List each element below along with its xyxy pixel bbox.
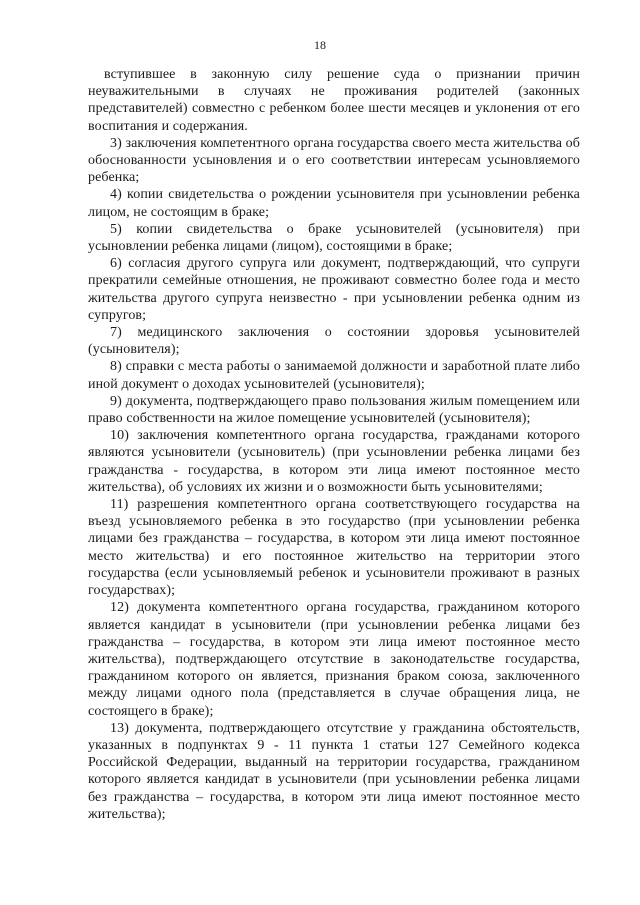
paragraph-item-6: 6) согласия другого супруга или документ, подтверждающий, что супруги прекратили семейные отношения, не проживают совместно более года и место жительства другого супруга неизвестно - при усыновлении ребенка одним из супругов; <box>88 256 580 323</box>
paragraph-item-12: 12) документа компетентного органа государства, гражданином которого является кандидат в усыновители (при усыновлении ребенка лицами без гражданства – государства, в котором эти лица имеют постоянное место жительства), подтверждающего отсутствие в законодательстве государства, гражданином которого он является, признания браком союза, заключенного между лицами одного пола (представляется в случае обращения лица, не состоящего в браке); <box>88 600 580 719</box>
paragraph-item-3: 3) заключения компетентного органа государства своего места жительства об обоснованности усыновления и о его соответствии интересам усыновляемого ребенка; <box>88 135 580 186</box>
paragraph-item-9: 9) документа, подтверждающего право пользования жилым помещением или право собственности на жилое помещение усыновителей (усыновителя); <box>88 393 580 427</box>
paragraph-item-11: 11) разрешения компетентного органа соответствующего государства на въезд усыновляемого ребенка в это государство (при усыновлении ребенка лицами без гражданства – государства, в котором эти лица имеют постоянное место жительства) и его постоянное жительство на территории этого государства (если усыновляемый ребенок и усыновители проживают в разных государствах); <box>88 497 580 599</box>
paragraph-item-4: 4) копии свидетельства о рождении усыновителя при усыновлении ребенка лицом, не состоящим в браке; <box>88 187 580 220</box>
document-body <box>88 66 580 823</box>
paragraph-item-5: 5) копии свидетельства о браке усыновителей (усыновителя) при усыновлении ребенка лицами (лицом), состоящими в браке; <box>88 221 580 255</box>
paragraph-item-8: 8) справки с места работы о занимаемой должности и заработной плате либо иной документ о доходах усыновителей (усыновителя); <box>88 359 580 392</box>
paragraph-item-7: 7) медицинского заключения о состоянии здоровья усыновителей (усыновителя); <box>88 325 580 358</box>
paragraph-continuation: вступившее в законную силу решение суда о признании причин неуважительными в случаях не проживания родителей (законных представителей) совместно с ребенком более шести месяцев и уклонения от его воспитания и содержания. <box>88 67 580 134</box>
page-number: 18 <box>314 38 326 52</box>
paragraph-item-13: 13) документа, подтверждающего отсутствие у гражданина обстоятельств, указанных в подпунктах 9 - 11 пункта 1 статьи 127 Семейного кодекса Российской Федерации, выданный на территории государства, гражданином которого является кандидат в усыновители (при усыновлении ребенка лицами без гражданства – государства, в котором эти лица имеют постоянное место жительства); <box>88 720 580 822</box>
paragraph-item-10: 10) заключения компетентного органа государства, гражданами которого являются усыновители (усыновитель) (при усыновлении ребенка лицами без гражданства - государства, в котором эти лица имеют постоянное место жительства), об условиях их жизни и о возможности быть усыновителями; <box>88 428 580 495</box>
